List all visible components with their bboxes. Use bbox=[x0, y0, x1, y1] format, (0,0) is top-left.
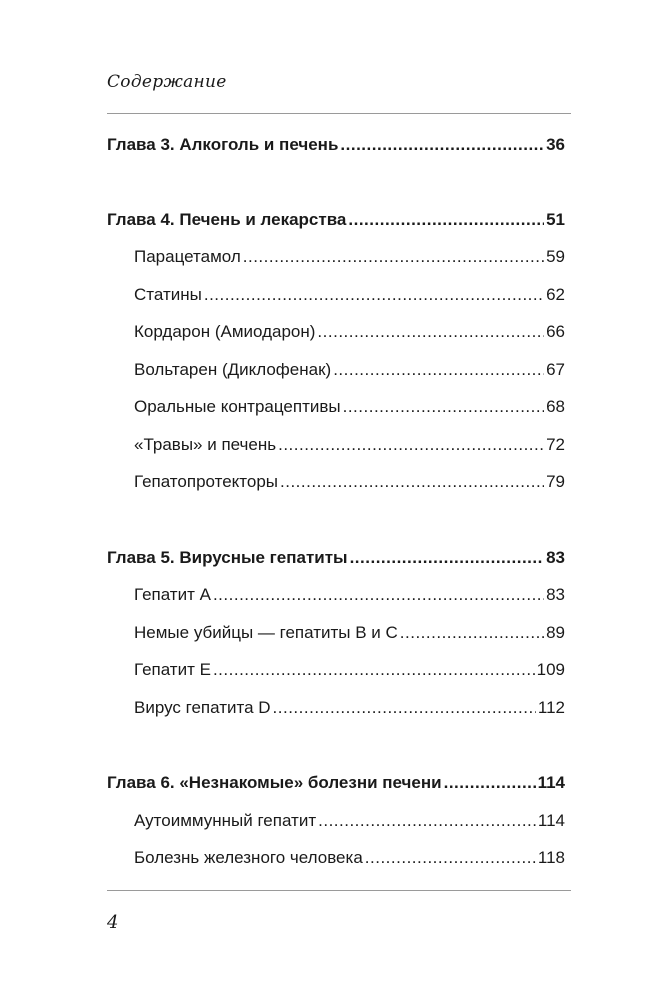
dot-leader bbox=[213, 584, 544, 606]
toc-section[interactable] bbox=[134, 396, 565, 418]
section-page: 67 bbox=[546, 360, 565, 379]
dot-leader bbox=[273, 697, 536, 719]
toc-section[interactable] bbox=[134, 659, 565, 681]
toc-section[interactable] bbox=[134, 246, 565, 268]
toc-section[interactable] bbox=[134, 471, 565, 493]
section-title: Болезнь железного человека bbox=[134, 848, 363, 867]
chapter-page: 36 bbox=[546, 135, 565, 154]
toc-section[interactable] bbox=[134, 284, 565, 306]
toc-chapter-5[interactable] bbox=[107, 547, 565, 569]
toc-chapter-6[interactable] bbox=[107, 772, 565, 794]
section-page: 72 bbox=[546, 435, 565, 454]
toc-chapter-4[interactable] bbox=[107, 209, 565, 231]
dot-leader bbox=[350, 547, 545, 569]
dot-leader bbox=[243, 246, 544, 268]
section-page: 118 bbox=[537, 848, 565, 867]
section-page: 83 bbox=[546, 585, 565, 604]
section-page: 109 bbox=[536, 660, 565, 679]
section-title: Гепатит А bbox=[134, 585, 211, 604]
section-title: Вирус гепатита D bbox=[134, 698, 271, 717]
running-head: Содержание bbox=[107, 72, 227, 92]
dot-leader bbox=[348, 209, 544, 231]
dot-leader bbox=[444, 772, 536, 794]
section-page: 114 bbox=[537, 811, 565, 830]
section-title: Парацетамол bbox=[134, 247, 241, 266]
chapter-page: 51 bbox=[546, 210, 565, 229]
section-title: Оральные контрацептивы bbox=[134, 397, 341, 416]
section-title: Статины bbox=[134, 285, 202, 304]
chapter-title: Глава 4. Печень и лекарства bbox=[107, 210, 347, 229]
section-title: Вольтарен (Диклофенак) bbox=[134, 360, 332, 379]
dot-leader bbox=[317, 321, 544, 343]
dot-leader bbox=[340, 134, 544, 156]
dot-leader bbox=[365, 847, 536, 869]
section-page: 66 bbox=[546, 322, 565, 341]
section-title: Аутоиммунный гепатит bbox=[134, 811, 317, 830]
toc-section[interactable] bbox=[134, 434, 565, 456]
dot-leader bbox=[318, 810, 536, 832]
chapter-title: Глава 5. Вирусные гепатиты bbox=[107, 548, 348, 567]
toc-section[interactable] bbox=[134, 697, 565, 719]
chapter-title: Глава 3. Алкоголь и печень bbox=[107, 135, 339, 154]
section-title: «Травы» и печень bbox=[134, 435, 277, 454]
dot-leader bbox=[280, 471, 544, 493]
dot-leader bbox=[333, 359, 544, 381]
toc-section[interactable] bbox=[134, 622, 565, 644]
section-page: 62 bbox=[546, 285, 565, 304]
chapter-title: Глава 6. «Незнакомые» болезни печени bbox=[107, 773, 442, 792]
dot-leader bbox=[343, 396, 544, 418]
section-page: 59 bbox=[546, 247, 565, 266]
toc-section[interactable] bbox=[134, 584, 565, 606]
dot-leader bbox=[213, 659, 535, 681]
bottom-rule bbox=[107, 890, 571, 891]
chapter-page: 83 bbox=[546, 548, 565, 567]
section-page: 79 bbox=[546, 472, 565, 491]
section-title: Гепатопротекторы bbox=[134, 472, 279, 491]
page-number: 4 bbox=[107, 912, 119, 933]
toc-chapter-3[interactable] bbox=[107, 134, 565, 156]
dot-leader bbox=[204, 284, 544, 306]
toc-section[interactable] bbox=[134, 847, 565, 869]
toc-section[interactable] bbox=[134, 321, 565, 343]
dot-leader bbox=[400, 622, 544, 644]
top-rule bbox=[107, 113, 571, 114]
section-title: Гепатит Е bbox=[134, 660, 211, 679]
section-page: 112 bbox=[537, 698, 565, 717]
section-title: Немые убийцы — гепатиты В и С bbox=[134, 623, 398, 642]
section-title: Кордарон (Амиодарон) bbox=[134, 322, 316, 341]
dot-leader bbox=[278, 434, 544, 456]
toc-section[interactable] bbox=[134, 359, 565, 381]
chapter-page: 114 bbox=[537, 773, 565, 792]
toc-section[interactable] bbox=[134, 810, 565, 832]
section-page: 89 bbox=[546, 623, 565, 642]
section-page: 68 bbox=[546, 397, 565, 416]
